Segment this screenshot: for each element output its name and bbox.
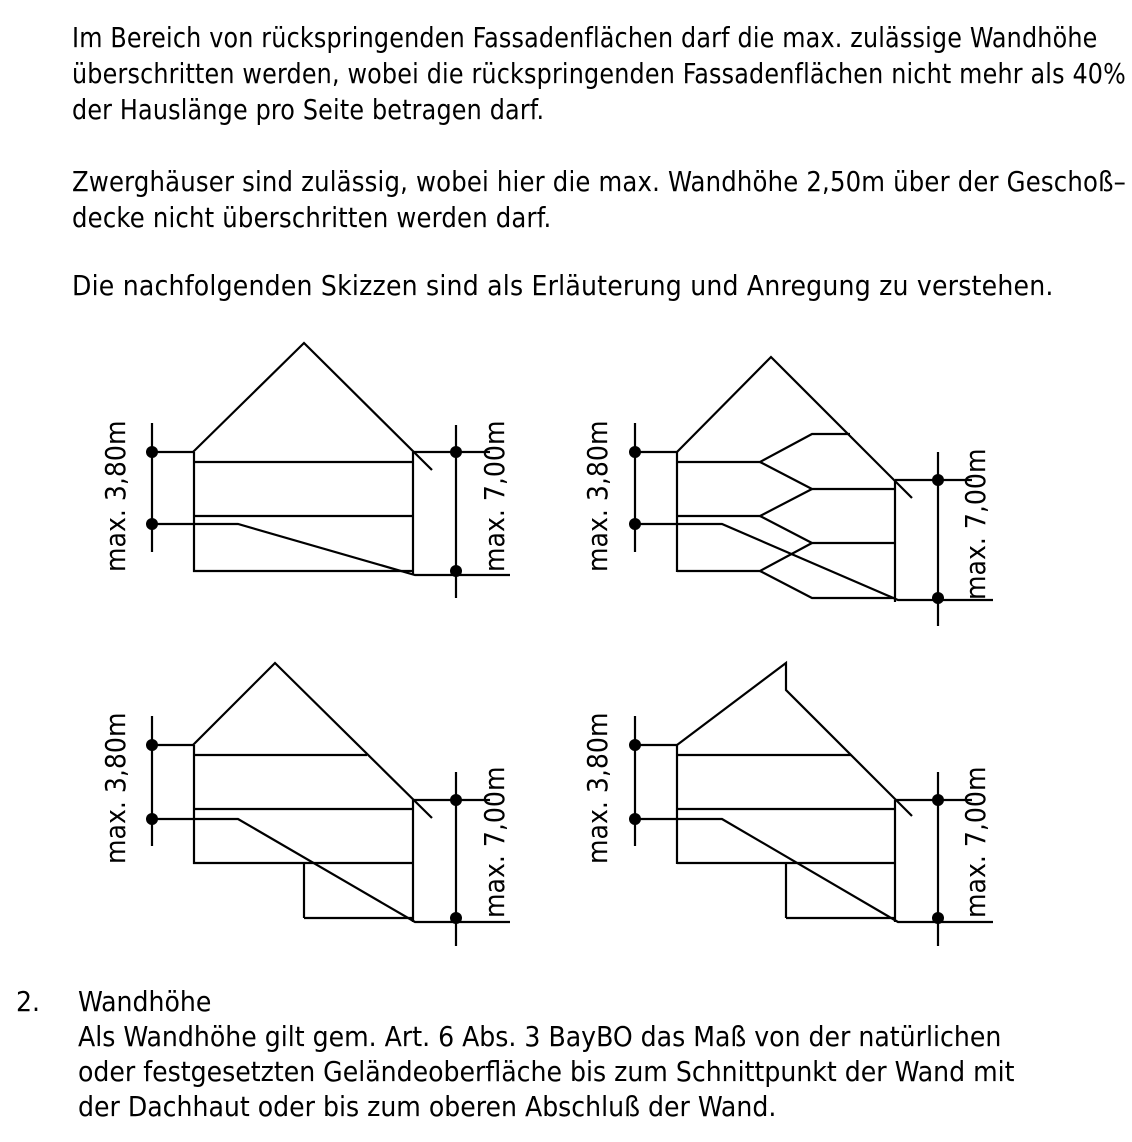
sketch-figure — [0, 330, 1132, 960]
dimension-label-high: max. 7,00m — [959, 766, 992, 918]
text-line: Als Wandhöhe gilt gem. Art. 6 Abs. 3 BayBO das Maß von der natürlichen — [78, 1020, 1002, 1053]
sketch-top-left — [99, 343, 511, 598]
text-line: Im Bereich von rückspringenden Fassadenflächen darf die max. zulässige Wandhöhe — [72, 21, 1098, 54]
dimension-label-high: max. 7,00m — [959, 448, 992, 600]
text-line: der Dachhaut oder bis zum oberen Abschluß der Wand. — [78, 1090, 777, 1123]
dimension-label-high: max. 7,00m — [478, 766, 511, 918]
section-number: 2. — [16, 985, 41, 1018]
text-line: decke nicht überschritten werden darf. — [72, 201, 552, 234]
section-heading: Wandhöhe — [78, 985, 212, 1018]
dimension-label-low: max. 3,80m — [99, 712, 132, 864]
sketch-top-right — [581, 357, 993, 626]
dimension-label-low: max. 3,80m — [581, 420, 614, 572]
paragraph-sketch-note — [72, 268, 1054, 304]
paragraph-dwarf-houses — [72, 164, 1126, 236]
dimension-label-high: max. 7,00m — [478, 420, 511, 572]
text-line: Zwerghäuser sind zulässig, wobei hier die max. Wandhöhe 2,50m über der Geschoß– — [72, 165, 1126, 198]
text-line: oder festgesetzten Geländeoberfläche bis zum Schnittpunkt der Wand mit — [78, 1055, 1015, 1088]
text-line: der Hauslänge pro Seite betragen darf. — [72, 93, 545, 126]
sketch-bottom-right — [581, 663, 993, 946]
text-line: Die nachfolgenden Skizzen sind als Erläuterung und Anregung zu verstehen. — [72, 269, 1054, 302]
paragraph-facade-setback — [72, 20, 1126, 128]
section-wandhoehe — [78, 984, 1015, 1124]
dimension-label-low: max. 3,80m — [581, 712, 614, 864]
sketch-bottom-left — [99, 663, 511, 946]
dimension-label-low: max. 3,80m — [99, 420, 132, 572]
text-line: überschritten werden, wobei die rückspringenden Fassadenflächen nicht mehr als 40% — [72, 57, 1126, 90]
